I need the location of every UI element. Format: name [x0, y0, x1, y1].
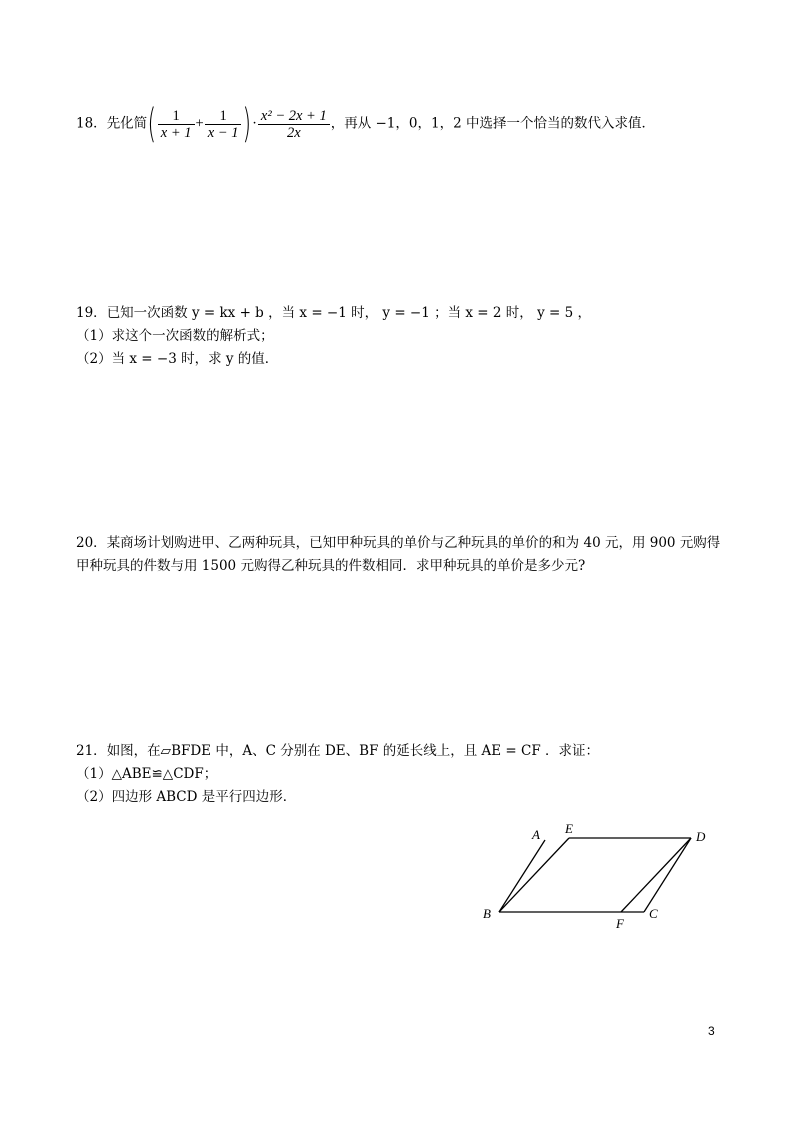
question-19-stem: 已知一次函数 y = kx + b ，当 x = −1 时， y = −1 ；当 x = 2 时， y = 5 ，	[106, 305, 591, 321]
question-18-line	[76, 101, 736, 147]
left-paren: (	[147, 101, 157, 147]
right-paren: )	[242, 101, 252, 147]
question-21-part-1: （1）△ABE≌△CDF；	[76, 766, 218, 782]
question-number: 18．	[76, 115, 107, 132]
multiply-dot: ·	[252, 115, 257, 132]
label-D: D	[696, 829, 706, 844]
fraction-3-denominator: 2x	[286, 124, 301, 141]
fraction-1-denominator: x + 1	[160, 124, 192, 141]
fraction-3-numerator: x² − 2x + 1	[258, 108, 330, 125]
question-19-line-1	[76, 302, 736, 325]
fraction-2-numerator: 1	[205, 108, 242, 125]
segment-EB	[499, 838, 569, 912]
fraction-3	[258, 108, 330, 141]
question-20-stem: 某商场计划购进甲、乙两种玩具，已知甲种玩具的单价与乙种玩具的单价的和为 40 元，用 900 元购得	[106, 535, 721, 551]
question-number: 20．	[76, 535, 107, 551]
segment-DC	[644, 838, 691, 912]
fraction-1	[158, 108, 195, 141]
plus-sign: +	[195, 115, 204, 132]
fraction-2	[205, 108, 242, 141]
question-20	[76, 532, 736, 578]
question-number: 19．	[76, 305, 107, 321]
fraction-1-numerator: 1	[158, 108, 195, 125]
question-18-suffix: ，再从 −1，0，1，2 中选择一个恰当的数代入求值．	[330, 115, 655, 132]
label-C: C	[649, 906, 658, 921]
question-20-line-1	[76, 532, 736, 555]
question-18	[76, 101, 736, 147]
segment-DF	[621, 838, 691, 912]
question-18-prefix: 先化简	[106, 115, 148, 132]
question-19	[76, 302, 736, 371]
fraction-2-denominator: x − 1	[207, 124, 239, 141]
question-19-part-2: （2）当 x = −3 时，求 y 的值．	[76, 351, 279, 367]
page-number: 3	[708, 1024, 715, 1038]
question-21-stem: 如图，在▱BFDE 中，A、C 分别在 DE、BF 的延长线上，且 AE = CF ．求证：	[106, 743, 600, 759]
label-B: B	[483, 906, 491, 921]
question-21-line-1	[76, 740, 736, 763]
question-21	[76, 740, 736, 809]
label-A: A	[532, 827, 540, 842]
question-number: 21．	[76, 743, 107, 759]
parallelogram-figure	[476, 818, 736, 938]
segment-AB	[499, 840, 545, 912]
question-19-part-1: （1）求这个一次函数的解析式；	[76, 328, 274, 344]
question-20-line-2: 甲种玩具的件数与用 1500 元购得乙种玩具的件数相同．求甲种玩具的单价是多少元?	[76, 558, 586, 574]
label-E: E	[565, 821, 573, 836]
label-F: F	[616, 916, 624, 931]
question-21-part-2: （2）四边形 ABCD 是平行四边形．	[76, 789, 297, 805]
